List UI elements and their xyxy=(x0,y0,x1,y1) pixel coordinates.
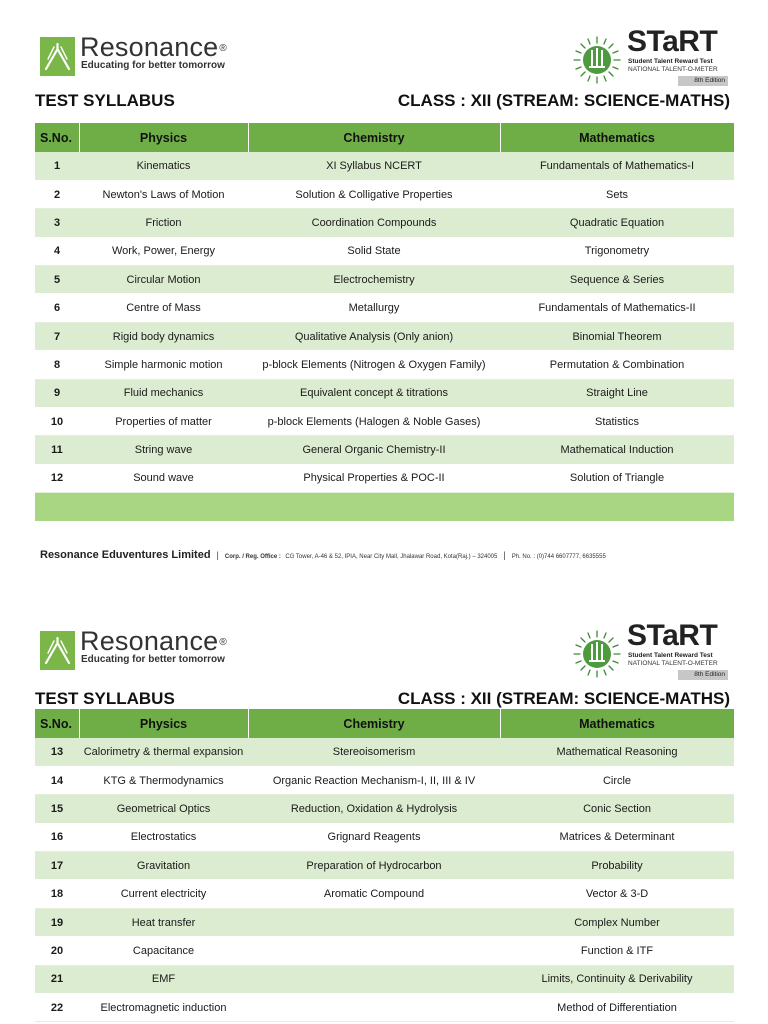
page-footer xyxy=(40,545,740,563)
cell-physics: Rigid body dynamics xyxy=(79,322,248,350)
cell-sno: 6 xyxy=(35,294,79,322)
cell-chemistry: Qualitative Analysis (Only anion) xyxy=(248,322,500,350)
cell-chemistry xyxy=(248,965,500,993)
cell-mathematics: Probability xyxy=(500,852,734,880)
cell-sno: 11 xyxy=(35,436,79,464)
cell-chemistry: Equivalent concept & titrations xyxy=(248,379,500,407)
cell-sno: 5 xyxy=(35,266,79,294)
cell-sno: 3 xyxy=(35,209,79,237)
cell-mathematics: Complex Number xyxy=(500,908,734,936)
cell-physics: Friction xyxy=(79,209,248,237)
cell-physics: Electromagnetic induction xyxy=(79,994,248,1022)
cell-sno: 10 xyxy=(35,408,79,436)
cell-physics: Circular Motion xyxy=(79,266,248,294)
cell-physics: Calorimetry & thermal expansion xyxy=(79,738,248,766)
col-sno: S.No. xyxy=(35,123,79,152)
cell-chemistry xyxy=(248,937,500,965)
brand-name: Resonance® xyxy=(80,626,227,656)
brand-tagline: Educating for better tomorrow xyxy=(81,654,225,665)
table-row xyxy=(35,237,734,265)
footer-company: Resonance Eduventures Limited xyxy=(40,549,211,561)
cell-mathematics: Function & ITF xyxy=(500,937,734,965)
cell-physics: Simple harmonic motion xyxy=(79,351,248,379)
syllabus-page-2 xyxy=(0,600,768,1024)
start-subtitle-2: NATIONAL TALENT-O-METER xyxy=(628,66,718,73)
cell-sno: 9 xyxy=(35,379,79,407)
cell-physics: Fluid mechanics xyxy=(79,379,248,407)
col-chemistry: Chemistry xyxy=(248,123,500,152)
start-globe-icon xyxy=(570,627,624,681)
table-row xyxy=(35,322,734,350)
cell-mathematics: Vector & 3-D xyxy=(500,880,734,908)
table-row xyxy=(35,180,734,208)
table-row xyxy=(35,852,734,880)
col-physics: Physics xyxy=(79,709,248,738)
table-row xyxy=(35,965,734,993)
start-logo xyxy=(570,619,730,685)
start-title: STaRT xyxy=(627,25,718,58)
cell-chemistry: Grignard Reagents xyxy=(248,823,500,851)
resonance-logo xyxy=(40,32,240,77)
cell-mathematics: Straight Line xyxy=(500,379,734,407)
table-row xyxy=(35,408,734,436)
resonance-logo-icon xyxy=(40,37,75,76)
cell-physics: Newton's Laws of Motion xyxy=(79,180,248,208)
cell-physics: Gravitation xyxy=(79,852,248,880)
cell-chemistry: Electrochemistry xyxy=(248,266,500,294)
cell-sno: 2 xyxy=(35,180,79,208)
cell-physics: Centre of Mass xyxy=(79,294,248,322)
col-mathematics: Mathematics xyxy=(500,123,734,152)
table-row xyxy=(35,994,734,1022)
cell-mathematics: Statistics xyxy=(500,408,734,436)
cell-mathematics: Permutation & Combination xyxy=(500,351,734,379)
table-row xyxy=(35,880,734,908)
table-row xyxy=(35,464,734,492)
cell-mathematics: Trigonometry xyxy=(500,237,734,265)
cell-sno: 15 xyxy=(35,795,79,823)
start-globe-icon xyxy=(570,33,624,87)
cell-sno: 19 xyxy=(35,908,79,936)
cell-sno: 8 xyxy=(35,351,79,379)
page-title: TEST SYLLABUS xyxy=(35,91,175,110)
cell-sno: 4 xyxy=(35,237,79,265)
cell-physics: Current electricity xyxy=(79,880,248,908)
cell-physics: Heat transfer xyxy=(79,908,248,936)
table-row xyxy=(35,795,734,823)
col-sno: S.No. xyxy=(35,709,79,738)
cell-physics: KTG & Thermodynamics xyxy=(79,766,248,794)
brand-name: Resonance® xyxy=(80,32,227,62)
cell-physics: Properties of matter xyxy=(79,408,248,436)
footer-address: CG Tower, A-46 & 52, IPIA, Near City Mall, Jhalawar Road, Kota(Raj.) – 324005 xyxy=(285,554,498,560)
start-title: STaRT xyxy=(627,619,718,652)
table-row xyxy=(35,351,734,379)
cell-physics: EMF xyxy=(79,965,248,993)
cell-mathematics: Mathematical Reasoning xyxy=(500,738,734,766)
cell-physics: Sound wave xyxy=(79,464,248,492)
edition-badge: 8th Edition xyxy=(678,76,728,86)
cell-sno: 14 xyxy=(35,766,79,794)
cell-chemistry: XI Syllabus NCERT xyxy=(248,152,500,180)
class-title: CLASS : XII (STREAM: SCIENCE-MATHS) xyxy=(397,91,730,110)
table-row xyxy=(35,937,734,965)
cell-chemistry: Aromatic Compound xyxy=(248,880,500,908)
start-subtitle: Student Talent Reward Test xyxy=(628,58,713,65)
cell-mathematics: Matrices & Determinant xyxy=(500,823,734,851)
cell-chemistry: Reduction, Oxidation & Hydrolysis xyxy=(248,795,500,823)
cell-mathematics: Solution of Triangle xyxy=(500,464,734,492)
cell-physics: Electrostatics xyxy=(79,823,248,851)
cell-physics: Geometrical Optics xyxy=(79,795,248,823)
cell-chemistry: Solution & Colligative Properties xyxy=(248,180,500,208)
cell-chemistry: Metallurgy xyxy=(248,294,500,322)
table-row xyxy=(35,738,734,766)
footer-separator: | xyxy=(216,550,219,560)
cell-chemistry xyxy=(248,994,500,1022)
table-row xyxy=(35,266,734,294)
col-chemistry: Chemistry xyxy=(248,709,500,738)
start-subtitle-2: NATIONAL TALENT-O-METER xyxy=(628,660,718,667)
cell-chemistry: Physical Properties & POC-II xyxy=(248,464,500,492)
cell-chemistry: Organic Reaction Mechanism-I, II, III & IV xyxy=(248,766,500,794)
cell-mathematics: Conic Section xyxy=(500,795,734,823)
cell-chemistry: p-block Elements (Halogen & Noble Gases) xyxy=(248,408,500,436)
cell-sno: 16 xyxy=(35,823,79,851)
cell-sno: 17 xyxy=(35,852,79,880)
cell-physics: Capacitance xyxy=(79,937,248,965)
cell-chemistry: p-block Elements (Nitrogen & Oxygen Family) xyxy=(248,351,500,379)
cell-mathematics: Sequence & Series xyxy=(500,266,734,294)
table-row xyxy=(35,379,734,407)
cell-chemistry: Stereoisomerism xyxy=(248,738,500,766)
start-subtitle: Student Talent Reward Test xyxy=(628,652,713,659)
table-row xyxy=(35,823,734,851)
cell-mathematics: Limits, Continuity & Derivability xyxy=(500,965,734,993)
cell-sno: 12 xyxy=(35,464,79,492)
cell-sno: 21 xyxy=(35,965,79,993)
cell-sno: 7 xyxy=(35,322,79,350)
edition-badge: 8th Edition xyxy=(678,670,728,680)
table-row xyxy=(35,152,734,180)
cell-mathematics: Method of Differentiation xyxy=(500,994,734,1022)
cell-mathematics: Circle xyxy=(500,766,734,794)
footer-office-label: Corp. / Reg. Office : xyxy=(224,554,281,560)
cell-mathematics: Fundamentals of Mathematics-I xyxy=(500,152,734,180)
cell-mathematics: Mathematical Induction xyxy=(500,436,734,464)
table-row xyxy=(35,766,734,794)
footer-separator: | xyxy=(503,550,506,560)
resonance-logo xyxy=(40,626,240,671)
table-row xyxy=(35,294,734,322)
cell-sno: 13 xyxy=(35,738,79,766)
start-logo xyxy=(570,25,730,91)
class-title: CLASS : XII (STREAM: SCIENCE-MATHS) xyxy=(397,689,730,708)
cell-sno: 22 xyxy=(35,994,79,1022)
cell-chemistry: Preparation of Hydrocarbon xyxy=(248,852,500,880)
table-row xyxy=(35,436,734,464)
cell-chemistry: Coordination Compounds xyxy=(248,209,500,237)
footer-phone: Ph. No. : (0)744 6607777, 6635555 xyxy=(511,554,606,560)
cell-mathematics: Sets xyxy=(500,180,734,208)
table-row xyxy=(35,209,734,237)
col-physics: Physics xyxy=(79,123,248,152)
brand-tagline: Educating for better tomorrow xyxy=(81,60,225,71)
table-row xyxy=(35,908,734,936)
cell-chemistry xyxy=(248,908,500,936)
col-mathematics: Mathematics xyxy=(500,709,734,738)
syllabus-table-1 xyxy=(35,123,735,522)
cell-sno: 1 xyxy=(35,152,79,180)
page-title: TEST SYLLABUS xyxy=(35,689,175,708)
cell-sno: 20 xyxy=(35,937,79,965)
cell-physics: Work, Power, Energy xyxy=(79,237,248,265)
resonance-logo-icon xyxy=(40,631,75,670)
cell-physics: String wave xyxy=(79,436,248,464)
cell-mathematics: Binomial Theorem xyxy=(500,322,734,350)
cell-mathematics: Fundamentals of Mathematics-II xyxy=(500,294,734,322)
table-footer-band xyxy=(35,493,734,522)
syllabus-table-2 xyxy=(35,709,735,1022)
table-header xyxy=(35,709,734,738)
cell-sno: 18 xyxy=(35,880,79,908)
cell-physics: Kinematics xyxy=(79,152,248,180)
cell-chemistry: Solid State xyxy=(248,237,500,265)
table-header xyxy=(35,123,734,152)
cell-mathematics: Quadratic Equation xyxy=(500,209,734,237)
cell-chemistry: General Organic Chemistry-II xyxy=(248,436,500,464)
